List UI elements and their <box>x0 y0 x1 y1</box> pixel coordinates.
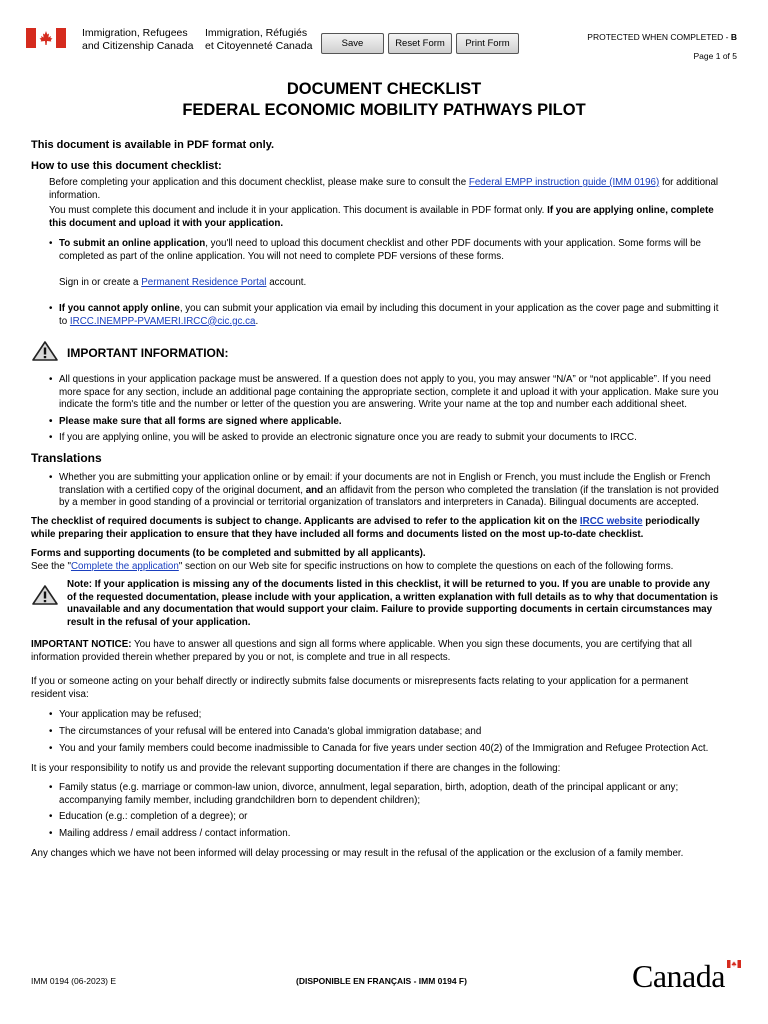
p2-line2-bold: this document and upload it with your application. <box>49 217 284 229</box>
translations-heading: Translations <box>31 451 102 465</box>
forms-see-before: See the " <box>31 560 71 572</box>
ircc-email-link[interactable]: IRCC.INEMPP-PVAMERI.IRCC@cic.gc.ca <box>69 315 256 327</box>
b2-line1: , you can submit your application via email by including this document in your application as the cover page and submitting it <box>179 303 719 314</box>
changes-closing: Any changes which we have not been informed will delay processing or may result in the refusal of the application or the exclusion of a family member. <box>31 848 684 859</box>
responsibility-bullet-2: • Education (e.g.: completion of a degree); or <box>49 811 248 822</box>
b1-line1: , you'll need to upload this document checklist and other PDF documents with your application. Some forms will be <box>205 238 702 249</box>
fd-l1: If you or someone acting on your behalf directly or indirectly submits false documents or misrepresents facts relating to your application for a permanent <box>31 676 689 687</box>
imp-b1-l1: All questions in your application package must be answered. If a question does not apply to you, you may answer “N/A” or “not applicable”. If you need <box>59 374 711 385</box>
page-number: Page 1 of 5 <box>693 51 737 61</box>
imp-b1-l2: more space for any section, include an additional page containing the appropriate section, complete it and upload it with your application. Make sure you <box>59 386 719 398</box>
protected-label <box>587 31 737 44</box>
fd-b3: You and your family members could become inadmissible to Canada for five years under section 40(2) of the Immigration and Refugee Protection Act. <box>59 743 709 754</box>
dept-fr-line1: Immigration, Réfugiés <box>205 27 308 39</box>
cn-l1-after: periodically <box>642 516 700 527</box>
document-subtitle: FEDERAL ECONOMIC MOBILITY PATHWAYS PILOT <box>182 101 586 119</box>
forms-heading: Forms and supporting documents (to be completed and submitted by all applicants). <box>31 548 426 559</box>
instruction-guide-link[interactable]: Federal EMPP instruction guide (IMM 0196) <box>468 177 660 188</box>
notice-l2: information provided therein whether prepared by you or not, is complete and true in all respects. <box>31 651 451 663</box>
fd-b1: Your application may be refused; <box>59 709 202 720</box>
email-application-bullet: • If you cannot apply online, you can submit your application via email by including this document in your application as the cover page and submitting it to IRCC.INEMPP-PVAMERI.IRCC@cic.gc.ca. <box>49 303 719 327</box>
how-to-paragraph-2 <box>49 205 749 230</box>
fd-b2: The circumstances of your refusal will be entered into Canada's global immigration database; and <box>59 726 482 737</box>
imp-b1-l3: indicate the form's title and the number or letter of the question you are answering. Write your name at the top and number each additional sheet. <box>59 399 687 410</box>
print-form-button[interactable]: Print Form <box>456 33 519 54</box>
save-button[interactable]: Save <box>321 33 384 54</box>
tr-l2-after: an affidavit from the person who completed the translation (if the translation is not provided <box>323 484 719 496</box>
p1-text: Before completing your application and this document checklist, please make sure to consult the <box>49 177 469 188</box>
missing-documents-note <box>67 579 757 629</box>
resp-b3: Mailing address / email address / contact information. <box>59 828 291 839</box>
dept-en-line2: and Citizenship Canada <box>82 39 194 52</box>
important-bullet-1: • All questions in your application package must be answered. If a question does not apply to you, you may answer “N/A” or “not applicable”. If you need more space for any section, include an additional page containing the appropriate section, complete it and upload it with your application. Make sure you indicate the form's title and the number or letter of the question you are answering. Write your name at the top and number each additional sheet. <box>59 374 749 412</box>
dept-en-line1: Immigration, Refugees <box>82 27 188 39</box>
important-bullet-3: • If you are applying online, you will be asked to provide an electronic signature once you are ready to submit your documents to IRCC. <box>49 432 637 443</box>
false-docs-bullet-3: • You and your family members could become inadmissible to Canada for five years under section 40(2) of the Immigration and Refugee Protection Act. <box>49 743 709 754</box>
dept-name-fr <box>205 27 312 52</box>
pdf-only-notice: This document is available in PDF format only. <box>31 139 275 151</box>
french-version-notice: (DISPONIBLE EN FRANÇAIS - IMM 0194 F) <box>296 976 467 986</box>
dept-name-en <box>82 27 194 52</box>
important-info-heading: IMPORTANT INFORMATION: <box>67 346 229 360</box>
pr-portal-link[interactable]: Permanent Residence Portal <box>141 277 267 288</box>
canada-flag-icon <box>26 28 66 48</box>
b1-line2: completed as part of the online application. You will not need to complete PDF versions of these forms. <box>59 250 504 262</box>
imp-b3: If you are applying online, you will be asked to provide an electronic signature once you are ready to submit your documents to IRCC. <box>59 432 637 443</box>
tr-l1: Whether you are submitting your application online or by email: if your documents are not in English or French, you must include the English or French <box>59 472 711 483</box>
p2-bold: If you are applying online, complete <box>547 205 714 216</box>
cn-l1-before: The checklist of required documents is subject to change. Applicants are advised to refer to the application kit on the <box>31 516 580 527</box>
resp-b2: Education (e.g.: completion of a degree); or <box>59 811 248 822</box>
important-notice <box>31 639 751 664</box>
warning-icon <box>31 584 59 606</box>
false-docs-bullet-1: • Your application may be refused; <box>49 709 202 720</box>
forms-section <box>31 548 751 573</box>
signin-after: account. <box>266 277 307 288</box>
wordmark-flag-icon <box>727 960 741 968</box>
ircc-website-link[interactable]: IRCC website <box>579 516 643 527</box>
resp-b1-l1: Family status (e.g. marriage or common-law union, divorce, annulment, legal separation, birth, adoption, death of the principal applicant or any; <box>59 782 679 793</box>
protected-text: PROTECTED WHEN COMPLETED - <box>587 32 731 42</box>
p1-after: for additional <box>659 177 719 188</box>
online-application-bullet: • To submit an online application, you'll need to upload this document checklist and other PDF documents with your application. Some forms will be completed as part of the online application. You will not need to complete PDF versions of these forms. <box>59 238 749 263</box>
cn-l2: while preparing their application to ensure that they have included all forms and documents listed on the most up-to-date checklist. <box>31 528 644 540</box>
responsibility-intro: It is your responsibility to notify us and provide the relevant supporting documentation if there are changes in the following: <box>31 763 561 774</box>
complete-application-link[interactable]: Complete the application <box>70 560 179 572</box>
dept-fr-line2: et Citoyenneté Canada <box>205 39 313 52</box>
note-l4: result in the refusal of your application. <box>67 616 251 628</box>
false-docs-bullet-2: • The circumstances of your refusal will be entered into Canada's global immigration database; and <box>49 726 482 737</box>
canada-wordmark-text: Canada <box>632 958 725 994</box>
tr-l2-bold: and <box>305 484 324 496</box>
note-l2: of the requested documentation, please include with your application, a written explanation with full details as to why that documentation is <box>67 591 719 603</box>
b1-bold: To submit an online application <box>59 238 206 249</box>
resp-b1-l2: accompanying family member, including grandchildren born to dependent children); <box>59 794 421 806</box>
b2-to: to <box>59 315 70 327</box>
checklist-change-notice <box>31 516 751 541</box>
note-l3: unavailable and any documentation that would support your claim. Failure to provide supporting documents in certain circumstances may <box>67 604 713 615</box>
false-documents-paragraph <box>31 676 751 701</box>
signin-line <box>59 277 306 290</box>
p2-plain: You must complete this document and include it in your application. This document is available in PDF format only. <box>49 205 548 216</box>
imp-b2: Please make sure that all forms are signed where applicable. <box>59 416 342 427</box>
translations-bullet: • Whether you are submitting your application online or by email: if your documents are not in English or French, you must include the English or French translation with a certified copy of the original document, and an affidavit from the person who completed the translation (if the translation is not provided by a member in good standing of a provincial or territorial organization of translators and interpreters in Canada). Bilingual documents are accepted. <box>59 472 749 510</box>
forms-see-after: " section on our Web site for specific instructions on how to complete the questions on each of the following forms. <box>178 560 674 572</box>
note-l1: Note: If your application is missing any of the documents listed in this checklist, it will be returned to you. If you are unable to provide any <box>67 579 710 590</box>
reset-form-button[interactable]: Reset Form <box>388 33 452 54</box>
tr-l2-before: translation with a certified copy of the original document, <box>59 484 306 496</box>
canada-wordmark <box>632 955 744 995</box>
how-to-heading: How to use this document checklist: <box>31 160 222 172</box>
fd-l2: resident visa: <box>31 688 89 700</box>
warning-icon <box>31 340 59 362</box>
signin-before: Sign in or create a <box>59 277 142 288</box>
how-to-paragraph-1 <box>49 177 749 202</box>
notice-l1: You have to answer all questions and sign all forms where applicable. When you sign these documents, you are certifying that all <box>131 639 692 650</box>
responsibility-bullet-3: • Mailing address / email address / contact information. <box>49 828 291 839</box>
notice-bold: IMPORTANT NOTICE: <box>31 639 132 650</box>
protected-level: B <box>730 32 737 42</box>
form-id: IMM 0194 (06-2023) E <box>31 976 117 986</box>
important-bullet-2: • Please make sure that all forms are signed where applicable. <box>49 416 342 427</box>
b2-bold: If you cannot apply online <box>59 303 180 314</box>
document-title: DOCUMENT CHECKLIST <box>286 80 482 98</box>
b2-after: . <box>255 315 259 327</box>
responsibility-bullet-1: • Family status (e.g. marriage or common-law union, divorce, annulment, legal separation, birth, adoption, death of the principal applicant or any; accompanying family member, including grandchildren born to dependent children); <box>59 782 749 807</box>
tr-l3: by a member in good standing of a provincial or territorial organization of translators and interpreters in Canada). Bilingual documents are accepted. <box>59 497 699 508</box>
p1-line2: information. <box>49 189 101 201</box>
